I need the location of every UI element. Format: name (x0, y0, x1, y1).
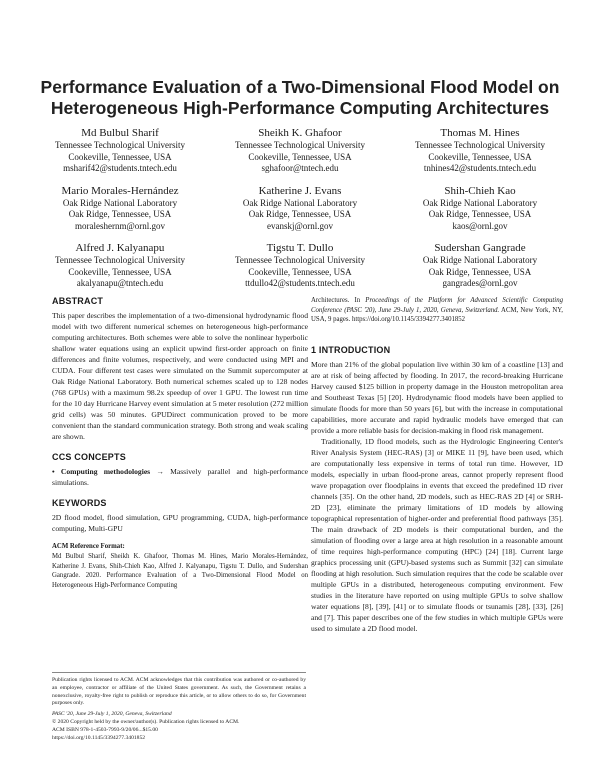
intro-paragraph-1: More than 21% of the global population live within 30 km of a coastline [13] and are at risk of being affected by flooding. In 2017, the record-breaking Hurricane Harvey caused $125 billion in property damage in the Houston metropolitan area and Southeast Texas [5] [20]. Hydrodynamic flood models have been applied to simulate floods for more than 50 years [6], but with the increase in computational capabilities, more accurate and rapid hydraulic models have emerged that can provide a more reliable basis for decision-making in flood risk management. (311, 359, 563, 435)
author-email[interactable]: evanskj@ornl.gov (266, 220, 334, 231)
author-affiliation: Tennessee Technological University (54, 140, 186, 150)
author-name: Mario Morales-Hernández (61, 184, 179, 197)
author-location: Oak Ridge, Tennessee, USA (68, 209, 172, 219)
acm-format-continued (311, 296, 563, 325)
copyright-text: © 2020 Copyright held by the owner/author(s). Publication rights licensed to ACM. (52, 718, 240, 725)
acm-cont-italic: Proceedings of the Platform for Advanced Scientific Computing Conference (PASC '20), June 29-July 1, 2020, Geneva, Switzerland. (311, 297, 563, 314)
ccs-lead: • Computing methodologies (52, 467, 151, 476)
author-list (30, 126, 570, 290)
author-location: Oak Ridge, Tennessee, USA (428, 266, 532, 277)
author-email[interactable]: sghafoor@tntech.edu (261, 163, 339, 173)
author-name: Tigstu T. Dullo (266, 242, 334, 254)
author-block (210, 126, 390, 175)
acm-cont-tail: ACM, New York, NY, USA, 9 pages. https://doi.org/10.1145/3394277.3401852 (311, 306, 563, 324)
abstract-heading: ABSTRACT (52, 296, 104, 306)
publication-footnote (52, 672, 306, 742)
author-name: Alfred J. Kalyanapu (75, 242, 165, 254)
author-block (30, 126, 210, 175)
author-affiliation: Oak Ridge National Laboratory (422, 197, 538, 208)
author-affiliation: Oak Ridge National Laboratory (242, 197, 358, 208)
paper-title: Performance Evaluation of a Two-Dimensional Flood Model on Heterogeneous High-Performance Computing Architectures (40, 77, 560, 118)
isbn-text: ACM ISBN 978-1-4503-7993-9/20/06...$15.00 (52, 726, 158, 733)
author-email[interactable]: kaos@ornl.gov (452, 220, 508, 231)
keywords-text: 2D flood model, flood simulation, GPU programming, CUDA, high-performance computing, Multi-GPU (52, 513, 308, 533)
author-block (390, 241, 570, 290)
acm-format-text: Md Bulbul Sharif, Sheikh K. Ghafoor, Thomas M. Hines, Mario Morales-Hernández, Katherine J. Evans, Shih-Chieh Kao, Alfred J. Kalyanapu, Tigstu T. Dullo, and Sudershan Gangrade. 2020. Performance Evaluation of a Two-Dimensional Flood Model on Heterogeneous High-Performance Computing (52, 553, 308, 589)
abstract-text: This paper describes the implementation of a two-dimensional hydrodynamic flood model with two different numerical schemes on heterogeneous high-performance computing architectures. Both schemes were able to solve the nonlinear hyperbolic shallow water equations using an explicit upwind first-order approach on finite differences and finite volumes, respectively, and were conducted using MPI and CUDA. Four different test cases were simulated on the Summit supercomputer at Oak Ridge National Laboratory. Both numerical schemes scaled up to 128 nodes (768 GPUs) with a maximum 98.2x speedup of over 1 GPU. The lowest run time for the 10 day Hurricane Harvey event simulation at 5 meter resolution (272 million grid cells) was 50 minutes. GPUDirect communication proved to be more convenient than the standard communication strategy. Both strong and weak scaling are shown. (52, 311, 308, 441)
author-affiliation: Tennessee Technological University (234, 140, 366, 150)
author-affiliation: Tennessee Technological University (234, 255, 366, 265)
right-column (311, 296, 563, 634)
author-location: Oak Ridge, Tennessee, USA (248, 209, 352, 219)
author-email[interactable]: msharif42@students.tntech.edu (63, 163, 177, 173)
author-block (210, 241, 390, 290)
author-email[interactable]: gangrades@ornl.gov (442, 278, 518, 288)
ccs-rest: → Massively parallel and high-performance simulations. (52, 467, 308, 487)
author-name: Sheikh K. Ghafoor (258, 127, 342, 139)
author-email[interactable]: akalyanapu@tntech.edu (76, 278, 164, 288)
author-block (390, 184, 570, 233)
license-text: Publication rights licensed to ACM. ACM acknowledges that this contribution was authored or co-authored by an employee, contractor or affiliate of the United States government. As such, the Government retains a nonexclusive, royalty-free right to publish or reproduce this article, or to allow others to do so, for Government purposes only. (52, 677, 306, 707)
author-block (30, 241, 210, 290)
author-location: Cookeville, Tennessee, USA (248, 266, 352, 277)
keywords-heading: KEYWORDS (52, 498, 107, 508)
author-email[interactable]: ttdullo42@students.tntech.edu (245, 278, 355, 288)
author-name: Sudershan Gangrade (434, 242, 526, 254)
author-affiliation: Tennessee Technological University (414, 140, 546, 150)
author-location: Oak Ridge, Tennessee, USA (428, 209, 532, 219)
acm-format-heading: ACM Reference Format: (52, 543, 125, 550)
author-location: Cookeville, Tennessee, USA (68, 266, 172, 277)
author-affiliation: Oak Ridge National Laboratory (62, 197, 178, 208)
ccs-text (52, 466, 308, 488)
left-column (52, 296, 308, 590)
author-block (390, 126, 570, 175)
author-email[interactable]: moraleshernm@ornl.gov (74, 220, 166, 231)
author-block (210, 184, 390, 233)
author-location: Cookeville, Tennessee, USA (428, 151, 532, 162)
introduction-heading: 1 INTRODUCTION (311, 344, 391, 355)
ccs-heading: CCS CONCEPTS (52, 452, 126, 462)
author-name: Katherine J. Evans (258, 184, 342, 197)
author-name: Md Bulbul Sharif (81, 127, 159, 139)
acm-cont-plain: Architectures. In (311, 297, 366, 304)
author-name: Thomas M. Hines (440, 127, 520, 139)
author-affiliation: Oak Ridge National Laboratory (422, 255, 538, 265)
author-name: Shih-Chieh Kao (444, 184, 516, 197)
author-block (30, 184, 210, 233)
author-location: Cookeville, Tennessee, USA (248, 151, 352, 162)
author-location: Cookeville, Tennessee, USA (68, 151, 172, 162)
intro-paragraph-2: Traditionally, 1D flood models, such as the Hydrologic Engineering Center's River Analysis System (HEC-RAS) [3] or MIKE 11 [9], have been used, which are computationally less expensive in terms of total run time. However, 1D models, especially in urban flood-prone areas, cannot properly represent flood wave propagation over floodplains in events that exceed the predefined 1D river channels [35]. On the other hand, 2D models, such as HEC-RAS 2D [4] or SRH-2D [23], eliminate the primary limitations of 1D models by allowing topographical representation of higher-order and preferential flood pathways [35]. The main drawback of 2D models is their computational burden, and the simulation of flooding over a large area at high resolution in a reasonable amount of time requires high-performance computing (HPC) [24] [18]. Current large graphics processing unit (GPU)-based systems such as Summit [32] can simulate flooding at high resolution. Such simulation requires that the code be scalable over multiple GPUs in a distributed, heterogeneous computing environment. Few studies in the literature have reported on using multiple GPUs to solve shallow water equations [8], [39], [41] or to simulate floods or tsunamis [28], [33], [26] and [7]. This paper describes one of the few studies in which multiple GPUs were used to simulate a 2D flood model. (311, 436, 563, 633)
venue-text: PASC '20, June 29-July 1, 2020, Geneva, Switzerland (52, 711, 172, 718)
author-affiliation: Tennessee Technological University (54, 255, 186, 265)
author-email[interactable]: tnhines42@students.tntech.edu (423, 163, 537, 173)
doi-link[interactable]: https://doi.org/10.1145/3394277.3401852 (52, 734, 146, 741)
